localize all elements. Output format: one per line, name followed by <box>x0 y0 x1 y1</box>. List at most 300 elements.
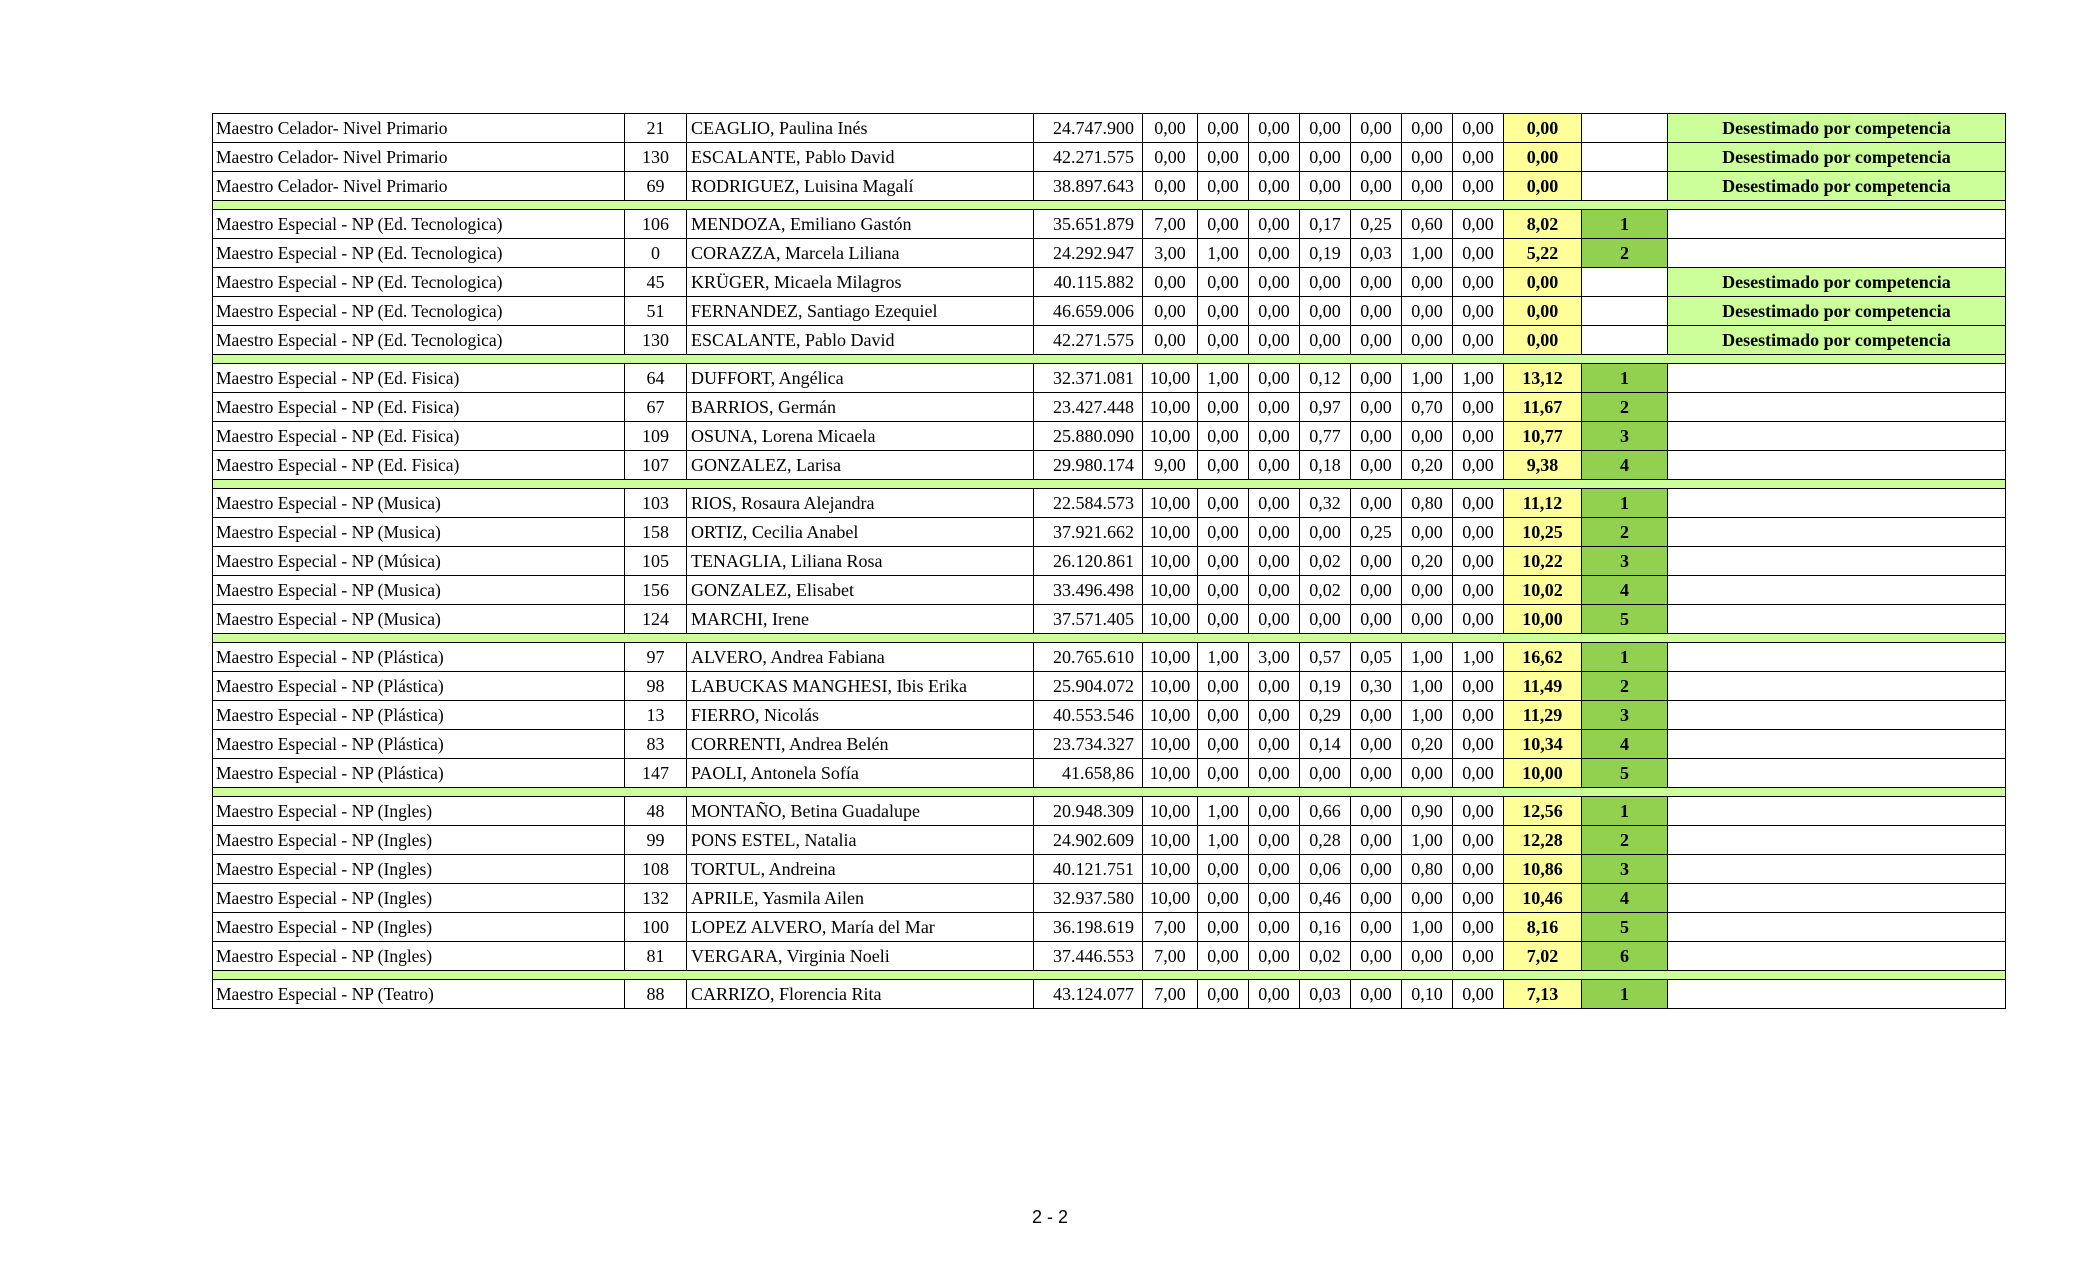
dni-cell: 36.198.619 <box>1034 913 1143 942</box>
score-cell: 1,00 <box>1453 643 1504 672</box>
total-score-cell: 10,46 <box>1504 884 1582 913</box>
dni-cell: 32.937.580 <box>1034 884 1143 913</box>
score-cell: 0,00 <box>1351 980 1402 1009</box>
category-cell: Maestro Especial - NP (Ed. Tecnologica) <box>213 210 625 239</box>
score-cell: 0,12 <box>1300 364 1351 393</box>
score-cell: 1,00 <box>1453 364 1504 393</box>
name-cell: MONTAÑO, Betina Guadalupe <box>687 797 1034 826</box>
score-cell: 9,00 <box>1143 451 1198 480</box>
observation-cell <box>1668 797 2006 826</box>
ranking-table-body <box>213 114 2006 1009</box>
score-cell: 0,00 <box>1249 451 1300 480</box>
score-cell: 0,00 <box>1402 576 1453 605</box>
page-number: 2 - 2 <box>1031 1207 1069 1227</box>
score-cell: 0,06 <box>1300 855 1351 884</box>
score-cell: 1,00 <box>1402 672 1453 701</box>
dni-cell: 35.651.879 <box>1034 210 1143 239</box>
observation-cell <box>1668 576 2006 605</box>
total-score-cell: 16,62 <box>1504 643 1582 672</box>
category-cell: Maestro Especial - NP (Ed. Fisica) <box>213 451 625 480</box>
rank-cell: 4 <box>1582 730 1668 759</box>
table-row <box>213 210 2006 239</box>
score-cell: 0,97 <box>1300 393 1351 422</box>
score-cell: 10,00 <box>1143 547 1198 576</box>
score-cell: 0,00 <box>1453 855 1504 884</box>
rank-cell <box>1582 172 1668 201</box>
total-score-cell: 0,00 <box>1504 326 1582 355</box>
total-score-cell: 12,28 <box>1504 826 1582 855</box>
table-row <box>213 518 2006 547</box>
number-cell: 13 <box>625 701 687 730</box>
score-cell: 0,00 <box>1300 326 1351 355</box>
score-cell: 0,00 <box>1198 547 1249 576</box>
score-cell: 0,00 <box>1198 326 1249 355</box>
score-cell: 0,00 <box>1351 172 1402 201</box>
table-row <box>213 489 2006 518</box>
total-score-cell: 5,22 <box>1504 239 1582 268</box>
table-row <box>213 913 2006 942</box>
score-cell: 0,00 <box>1249 297 1300 326</box>
score-cell: 0,00 <box>1249 701 1300 730</box>
number-cell: 88 <box>625 980 687 1009</box>
category-cell: Maestro Especial - NP (Plástica) <box>213 701 625 730</box>
score-cell: 0,00 <box>1453 605 1504 634</box>
score-cell: 0,60 <box>1402 210 1453 239</box>
score-cell: 0,00 <box>1249 518 1300 547</box>
category-cell: Maestro Celador- Nivel Primario <box>213 172 625 201</box>
score-cell: 0,00 <box>1198 913 1249 942</box>
score-cell: 0,02 <box>1300 547 1351 576</box>
total-score-cell: 0,00 <box>1504 268 1582 297</box>
score-cell: 0,00 <box>1453 884 1504 913</box>
observation-cell <box>1668 393 2006 422</box>
observation-cell: Desestimado por competencia <box>1668 297 2006 326</box>
score-cell: 0,00 <box>1249 393 1300 422</box>
score-cell: 0,00 <box>1198 143 1249 172</box>
score-cell: 0,57 <box>1300 643 1351 672</box>
name-cell: RIOS, Rosaura Alejandra <box>687 489 1034 518</box>
table-row <box>213 547 2006 576</box>
rank-cell: 2 <box>1582 672 1668 701</box>
score-cell: 0,00 <box>1198 884 1249 913</box>
score-cell: 1,00 <box>1402 364 1453 393</box>
dni-cell: 40.553.546 <box>1034 701 1143 730</box>
name-cell: BARRIOS, Germán <box>687 393 1034 422</box>
score-cell: 1,00 <box>1198 643 1249 672</box>
number-cell: 109 <box>625 422 687 451</box>
name-cell: GONZALEZ, Elisabet <box>687 576 1034 605</box>
table-row <box>213 980 2006 1009</box>
score-cell: 0,00 <box>1300 143 1351 172</box>
name-cell: ORTIZ, Cecilia Anabel <box>687 518 1034 547</box>
score-cell: 0,20 <box>1402 730 1453 759</box>
dni-cell: 23.427.448 <box>1034 393 1143 422</box>
table-row <box>213 826 2006 855</box>
score-cell: 0,00 <box>1453 797 1504 826</box>
table-row <box>213 643 2006 672</box>
number-cell: 0 <box>625 239 687 268</box>
score-cell: 0,00 <box>1249 489 1300 518</box>
group-separator-cell <box>213 480 2006 489</box>
score-cell: 0,00 <box>1249 210 1300 239</box>
dni-cell: 24.902.609 <box>1034 826 1143 855</box>
score-cell: 0,00 <box>1351 884 1402 913</box>
observation-cell: Desestimado por competencia <box>1668 172 2006 201</box>
dni-cell: 37.446.553 <box>1034 942 1143 971</box>
score-cell: 0,00 <box>1143 172 1198 201</box>
total-score-cell: 8,16 <box>1504 913 1582 942</box>
number-cell: 51 <box>625 297 687 326</box>
table-row <box>213 143 2006 172</box>
total-score-cell: 13,12 <box>1504 364 1582 393</box>
category-cell: Maestro Especial - NP (Plástica) <box>213 672 625 701</box>
name-cell: LABUCKAS MANGHESI, Ibis Erika <box>687 672 1034 701</box>
score-cell: 0,00 <box>1453 422 1504 451</box>
score-cell: 0,00 <box>1300 114 1351 143</box>
score-cell: 0,00 <box>1249 884 1300 913</box>
number-cell: 48 <box>625 797 687 826</box>
category-cell: Maestro Especial - NP (Ingles) <box>213 942 625 971</box>
category-cell: Maestro Especial - NP (Ingles) <box>213 884 625 913</box>
observation-cell <box>1668 672 2006 701</box>
score-cell: 10,00 <box>1143 884 1198 913</box>
category-cell: Maestro Especial - NP (Ingles) <box>213 797 625 826</box>
score-cell: 0,00 <box>1249 326 1300 355</box>
score-cell: 1,00 <box>1402 643 1453 672</box>
score-cell: 0,00 <box>1249 913 1300 942</box>
total-score-cell: 8,02 <box>1504 210 1582 239</box>
number-cell: 156 <box>625 576 687 605</box>
category-cell: Maestro Especial - NP (Música) <box>213 547 625 576</box>
score-cell: 10,00 <box>1143 364 1198 393</box>
score-cell: 0,00 <box>1402 605 1453 634</box>
category-cell: Maestro Especial - NP (Ed. Fisica) <box>213 393 625 422</box>
number-cell: 100 <box>625 913 687 942</box>
score-cell: 0,46 <box>1300 884 1351 913</box>
category-cell: Maestro Especial - NP (Ed. Fisica) <box>213 422 625 451</box>
total-score-cell: 10,02 <box>1504 576 1582 605</box>
score-cell: 0,00 <box>1198 422 1249 451</box>
category-cell: Maestro Especial - NP (Ingles) <box>213 855 625 884</box>
score-cell: 0,00 <box>1198 489 1249 518</box>
group-separator <box>213 355 2006 364</box>
score-cell: 10,00 <box>1143 605 1198 634</box>
name-cell: PONS ESTEL, Natalia <box>687 826 1034 855</box>
dni-cell: 37.571.405 <box>1034 605 1143 634</box>
total-score-cell: 10,77 <box>1504 422 1582 451</box>
score-cell: 0,70 <box>1402 393 1453 422</box>
dni-cell: 42.271.575 <box>1034 326 1143 355</box>
name-cell: TORTUL, Andreina <box>687 855 1034 884</box>
score-cell: 0,29 <box>1300 701 1351 730</box>
table-row <box>213 730 2006 759</box>
score-cell: 0,00 <box>1351 297 1402 326</box>
name-cell: ESCALANTE, Pablo David <box>687 143 1034 172</box>
observation-cell <box>1668 518 2006 547</box>
name-cell: FERNANDEZ, Santiago Ezequiel <box>687 297 1034 326</box>
score-cell: 0,00 <box>1402 942 1453 971</box>
rank-cell: 4 <box>1582 884 1668 913</box>
rank-cell: 2 <box>1582 518 1668 547</box>
score-cell: 0,00 <box>1198 672 1249 701</box>
name-cell: GONZALEZ, Larisa <box>687 451 1034 480</box>
score-cell: 0,00 <box>1402 759 1453 788</box>
score-cell: 0,90 <box>1402 797 1453 826</box>
total-score-cell: 0,00 <box>1504 172 1582 201</box>
rank-cell: 3 <box>1582 855 1668 884</box>
group-separator <box>213 634 2006 643</box>
number-cell: 98 <box>625 672 687 701</box>
table-row <box>213 855 2006 884</box>
rank-cell: 2 <box>1582 393 1668 422</box>
score-cell: 0,80 <box>1402 489 1453 518</box>
score-cell: 0,00 <box>1453 297 1504 326</box>
number-cell: 83 <box>625 730 687 759</box>
category-cell: Maestro Especial - NP (Musica) <box>213 605 625 634</box>
score-cell: 0,00 <box>1351 364 1402 393</box>
rank-cell: 2 <box>1582 826 1668 855</box>
group-separator-cell <box>213 634 2006 643</box>
score-cell: 0,00 <box>1249 172 1300 201</box>
score-cell: 0,00 <box>1249 576 1300 605</box>
score-cell: 0,00 <box>1300 759 1351 788</box>
name-cell: VERGARA, Virginia Noeli <box>687 942 1034 971</box>
score-cell: 0,80 <box>1402 855 1453 884</box>
name-cell: CORAZZA, Marcela Liliana <box>687 239 1034 268</box>
score-cell: 0,00 <box>1198 576 1249 605</box>
score-cell: 0,00 <box>1402 297 1453 326</box>
score-cell: 10,00 <box>1143 393 1198 422</box>
total-score-cell: 7,13 <box>1504 980 1582 1009</box>
score-cell: 0,00 <box>1453 759 1504 788</box>
score-cell: 0,00 <box>1351 393 1402 422</box>
score-cell: 10,00 <box>1143 855 1198 884</box>
number-cell: 21 <box>625 114 687 143</box>
rank-cell: 1 <box>1582 797 1668 826</box>
table-row <box>213 576 2006 605</box>
score-cell: 0,00 <box>1453 518 1504 547</box>
score-cell: 0,77 <box>1300 422 1351 451</box>
category-cell: Maestro Celador- Nivel Primario <box>213 114 625 143</box>
total-score-cell: 10,22 <box>1504 547 1582 576</box>
category-cell: Maestro Especial - NP (Plástica) <box>213 759 625 788</box>
score-cell: 10,00 <box>1143 797 1198 826</box>
total-score-cell: 11,67 <box>1504 393 1582 422</box>
observation-cell <box>1668 855 2006 884</box>
table-row <box>213 422 2006 451</box>
score-cell: 0,66 <box>1300 797 1351 826</box>
score-cell: 0,00 <box>1402 518 1453 547</box>
group-separator-cell <box>213 355 2006 364</box>
observation-cell <box>1668 422 2006 451</box>
score-cell: 0,00 <box>1249 364 1300 393</box>
rank-cell: 4 <box>1582 576 1668 605</box>
score-cell: 0,00 <box>1249 672 1300 701</box>
table-row <box>213 672 2006 701</box>
score-cell: 0,00 <box>1453 393 1504 422</box>
score-cell: 0,00 <box>1249 759 1300 788</box>
score-cell: 0,03 <box>1300 980 1351 1009</box>
score-cell: 0,00 <box>1143 326 1198 355</box>
score-cell: 0,02 <box>1300 576 1351 605</box>
total-score-cell: 10,86 <box>1504 855 1582 884</box>
score-cell: 7,00 <box>1143 913 1198 942</box>
score-cell: 0,17 <box>1300 210 1351 239</box>
name-cell: KRÜGER, Micaela Milagros <box>687 268 1034 297</box>
observation-cell <box>1668 759 2006 788</box>
category-cell: Maestro Especial - NP (Ed. Tecnologica) <box>213 268 625 297</box>
score-cell: 0,19 <box>1300 239 1351 268</box>
name-cell: ALVERO, Andrea Fabiana <box>687 643 1034 672</box>
table-row <box>213 114 2006 143</box>
rank-cell: 1 <box>1582 364 1668 393</box>
table-row <box>213 326 2006 355</box>
score-cell: 0,00 <box>1453 210 1504 239</box>
name-cell: MENDOZA, Emiliano Gastón <box>687 210 1034 239</box>
category-cell: Maestro Especial - NP (Musica) <box>213 489 625 518</box>
total-score-cell: 10,34 <box>1504 730 1582 759</box>
table-row <box>213 239 2006 268</box>
observation-cell: Desestimado por competencia <box>1668 326 2006 355</box>
table-row <box>213 297 2006 326</box>
score-cell: 0,20 <box>1402 451 1453 480</box>
total-score-cell: 10,00 <box>1504 605 1582 634</box>
score-cell: 0,00 <box>1402 884 1453 913</box>
score-cell: 0,00 <box>1198 518 1249 547</box>
score-cell: 1,00 <box>1402 913 1453 942</box>
observation-cell: Desestimado por competencia <box>1668 143 2006 172</box>
observation-cell <box>1668 605 2006 634</box>
dni-cell: 40.115.882 <box>1034 268 1143 297</box>
dni-cell: 42.271.575 <box>1034 143 1143 172</box>
score-cell: 0,00 <box>1351 701 1402 730</box>
score-cell: 0,00 <box>1453 942 1504 971</box>
group-separator-cell <box>213 201 2006 210</box>
table-row <box>213 172 2006 201</box>
group-separator-cell <box>213 788 2006 797</box>
dni-cell: 43.124.077 <box>1034 980 1143 1009</box>
score-cell: 0,00 <box>1402 114 1453 143</box>
score-cell: 0,25 <box>1351 210 1402 239</box>
score-cell: 0,00 <box>1351 489 1402 518</box>
score-cell: 0,00 <box>1300 172 1351 201</box>
group-separator <box>213 480 2006 489</box>
score-cell: 1,00 <box>1402 826 1453 855</box>
observation-cell <box>1668 489 2006 518</box>
score-cell: 10,00 <box>1143 422 1198 451</box>
number-cell: 67 <box>625 393 687 422</box>
score-cell: 1,00 <box>1402 701 1453 730</box>
name-cell: ESCALANTE, Pablo David <box>687 326 1034 355</box>
score-cell: 0,00 <box>1453 172 1504 201</box>
score-cell: 0,00 <box>1402 326 1453 355</box>
score-cell: 0,00 <box>1453 576 1504 605</box>
score-cell: 0,03 <box>1351 239 1402 268</box>
number-cell: 99 <box>625 826 687 855</box>
group-separator <box>213 788 2006 797</box>
score-cell: 0,00 <box>1453 451 1504 480</box>
number-cell: 97 <box>625 643 687 672</box>
score-cell: 3,00 <box>1249 643 1300 672</box>
score-cell: 0,00 <box>1249 422 1300 451</box>
name-cell: APRILE, Yasmila Ailen <box>687 884 1034 913</box>
score-cell: 0,00 <box>1402 172 1453 201</box>
observation-cell <box>1668 884 2006 913</box>
score-cell: 0,00 <box>1402 422 1453 451</box>
observation-cell <box>1668 701 2006 730</box>
category-cell: Maestro Especial - NP (Ed. Tecnologica) <box>213 326 625 355</box>
ranking-table <box>212 113 2006 1009</box>
name-cell: TENAGLIA, Liliana Rosa <box>687 547 1034 576</box>
score-cell: 0,00 <box>1249 239 1300 268</box>
category-cell: Maestro Especial - NP (Musica) <box>213 518 625 547</box>
score-cell: 0,00 <box>1453 143 1504 172</box>
score-cell: 0,00 <box>1351 114 1402 143</box>
dni-cell: 25.904.072 <box>1034 672 1143 701</box>
rank-cell: 1 <box>1582 980 1668 1009</box>
observation-cell <box>1668 942 2006 971</box>
score-cell: 0,00 <box>1453 114 1504 143</box>
score-cell: 0,00 <box>1453 239 1504 268</box>
category-cell: Maestro Especial - NP (Plástica) <box>213 643 625 672</box>
name-cell: CORRENTI, Andrea Belén <box>687 730 1034 759</box>
score-cell: 0,00 <box>1198 730 1249 759</box>
number-cell: 106 <box>625 210 687 239</box>
category-cell: Maestro Especial - NP (Musica) <box>213 576 625 605</box>
score-cell: 0,00 <box>1249 547 1300 576</box>
total-score-cell: 0,00 <box>1504 143 1582 172</box>
number-cell: 130 <box>625 326 687 355</box>
category-cell: Maestro Especial - NP (Ed. Tecnologica) <box>213 239 625 268</box>
dni-cell: 37.921.662 <box>1034 518 1143 547</box>
observation-cell <box>1668 239 2006 268</box>
rank-cell: 2 <box>1582 239 1668 268</box>
score-cell: 0,00 <box>1351 826 1402 855</box>
score-cell: 0,00 <box>1198 210 1249 239</box>
rank-cell <box>1582 297 1668 326</box>
score-cell: 0,20 <box>1402 547 1453 576</box>
score-cell: 0,00 <box>1351 451 1402 480</box>
rank-cell: 3 <box>1582 547 1668 576</box>
name-cell: RODRIGUEZ, Luisina Magalí <box>687 172 1034 201</box>
number-cell: 64 <box>625 364 687 393</box>
category-cell: Maestro Especial - NP (Plástica) <box>213 730 625 759</box>
total-score-cell: 0,00 <box>1504 114 1582 143</box>
observation-cell <box>1668 730 2006 759</box>
number-cell: 81 <box>625 942 687 971</box>
rank-cell: 1 <box>1582 210 1668 239</box>
rank-cell: 5 <box>1582 605 1668 634</box>
score-cell: 10,00 <box>1143 576 1198 605</box>
dni-cell: 29.980.174 <box>1034 451 1143 480</box>
score-cell: 0,02 <box>1300 942 1351 971</box>
score-cell: 0,00 <box>1453 826 1504 855</box>
score-cell: 0,00 <box>1402 143 1453 172</box>
rank-cell: 5 <box>1582 759 1668 788</box>
total-score-cell: 11,49 <box>1504 672 1582 701</box>
score-cell: 0,00 <box>1300 297 1351 326</box>
score-cell: 0,00 <box>1198 297 1249 326</box>
score-cell: 0,14 <box>1300 730 1351 759</box>
dni-cell: 22.584.573 <box>1034 489 1143 518</box>
score-cell: 0,00 <box>1249 114 1300 143</box>
score-cell: 0,00 <box>1249 980 1300 1009</box>
rank-cell: 3 <box>1582 701 1668 730</box>
observation-cell: Desestimado por competencia <box>1668 268 2006 297</box>
score-cell: 0,00 <box>1300 518 1351 547</box>
rank-cell <box>1582 143 1668 172</box>
score-cell: 3,00 <box>1143 239 1198 268</box>
